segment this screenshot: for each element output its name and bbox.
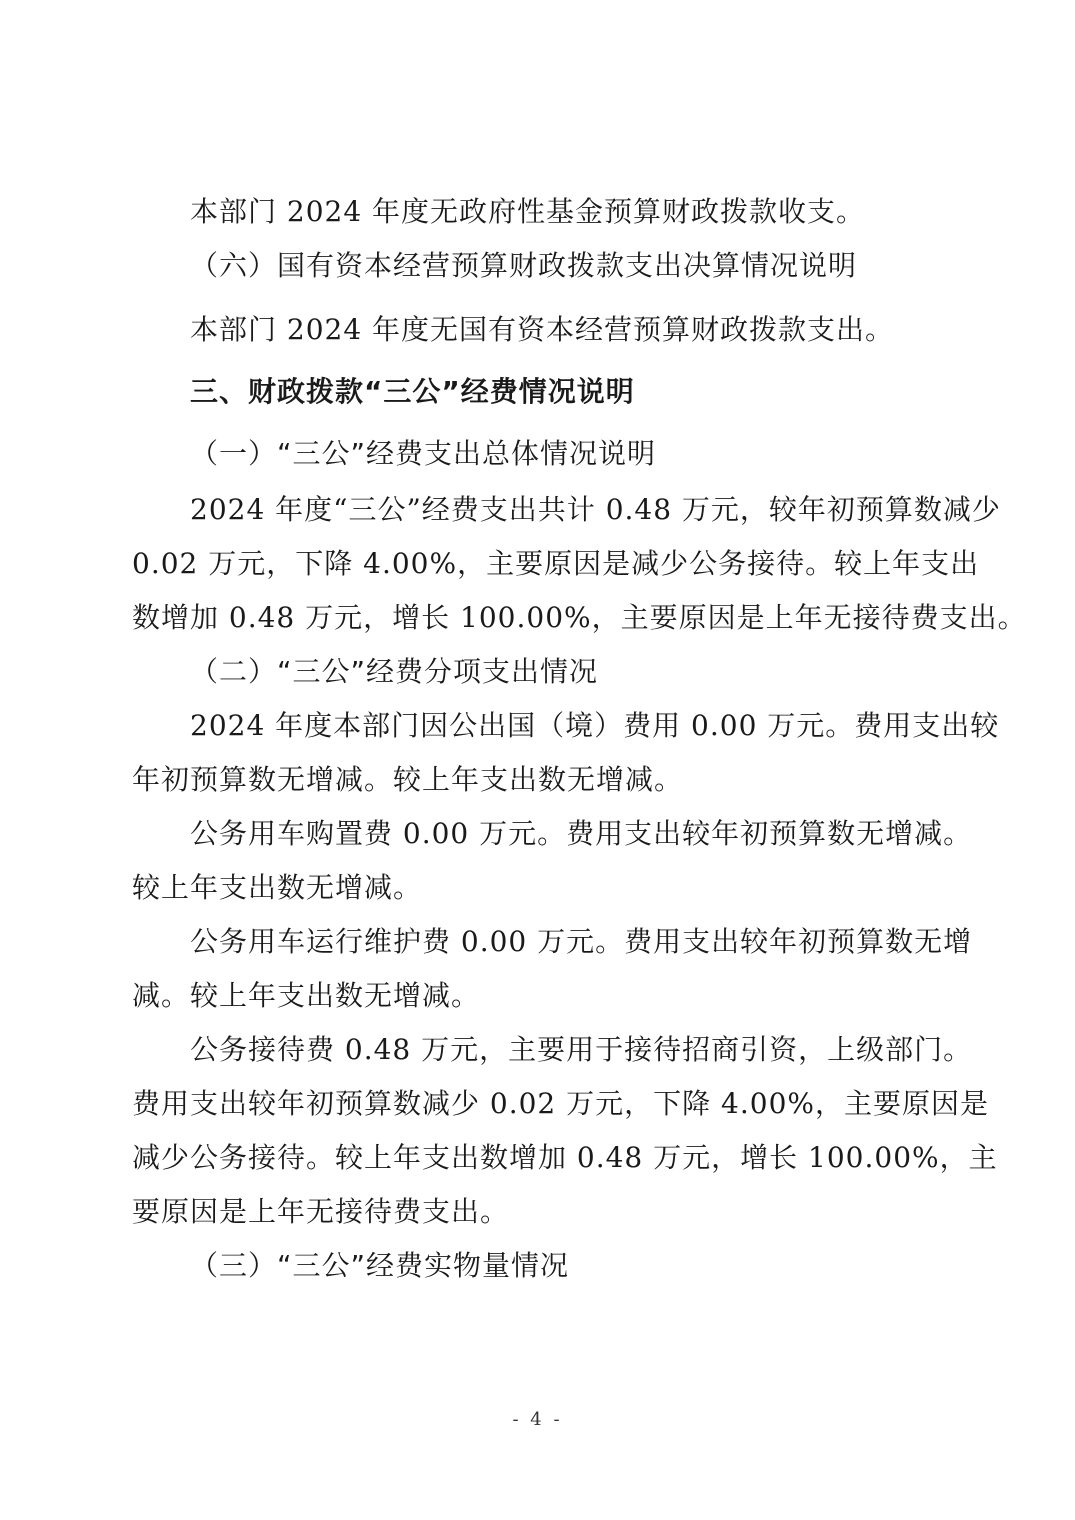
paragraph-line: 要原因是上年无接待费支出。 <box>132 1195 510 1228</box>
section-heading-3: （三）“三公”经费实物量情况 <box>190 1249 570 1282</box>
paragraph-line: 本部门 2024 年度无国有资本经营预算财政拨款支出。 <box>190 313 895 346</box>
paragraph-line: 减。较上年支出数无增减。 <box>132 979 481 1012</box>
paragraph-line: 年初预算数无增减。较上年支出数无增减。 <box>132 763 684 796</box>
paragraph-line: 数增加 0.48 万元，增长 100.00%，主要原因是上年无接待费支出。 <box>132 601 1027 634</box>
paragraph-line: 减少公务接待。较上年支出数增加 0.48 万元，增长 100.00%，主 <box>132 1141 998 1174</box>
section-heading-6: （六）国有资本经营预算财政拨款支出决算情况说明 <box>190 249 858 282</box>
paragraph-line: 较上年支出数无增减。 <box>132 871 423 904</box>
page-number: - 4 - <box>512 1409 563 1430</box>
paragraph-line: 2024 年度“三公”经费支出共计 0.48 万元，较年初预算数减少 <box>190 493 1001 526</box>
paragraph-line: 公务接待费 0.48 万元，主要用于接待招商引资，上级部门。 <box>190 1033 973 1066</box>
section-heading-1: （一）“三公”经费支出总体情况说明 <box>190 437 657 470</box>
section-heading-2: （二）“三公”经费分项支出情况 <box>190 655 599 688</box>
paragraph-line: 公务用车购置费 0.00 万元。费用支出较年初预算数无增减。 <box>190 817 973 850</box>
paragraph-line: 本部门 2024 年度无政府性基金预算财政拨款收支。 <box>190 195 866 228</box>
paragraph-line: 0.02 万元，下降 4.00%，主要原因是减少公务接待。较上年支出 <box>132 547 980 580</box>
paragraph-line: 费用支出较年初预算数减少 0.02 万元，下降 4.00%，主要原因是 <box>132 1087 989 1120</box>
paragraph-line: 公务用车运行维护费 0.00 万元。费用支出较年初预算数无增 <box>190 925 973 958</box>
paragraph-line: 2024 年度本部门因公出国（境）费用 0.00 万元。费用支出较 <box>190 709 1000 742</box>
chapter-heading-3: 三、财政拨款“三公”经费情况说明 <box>190 375 635 408</box>
